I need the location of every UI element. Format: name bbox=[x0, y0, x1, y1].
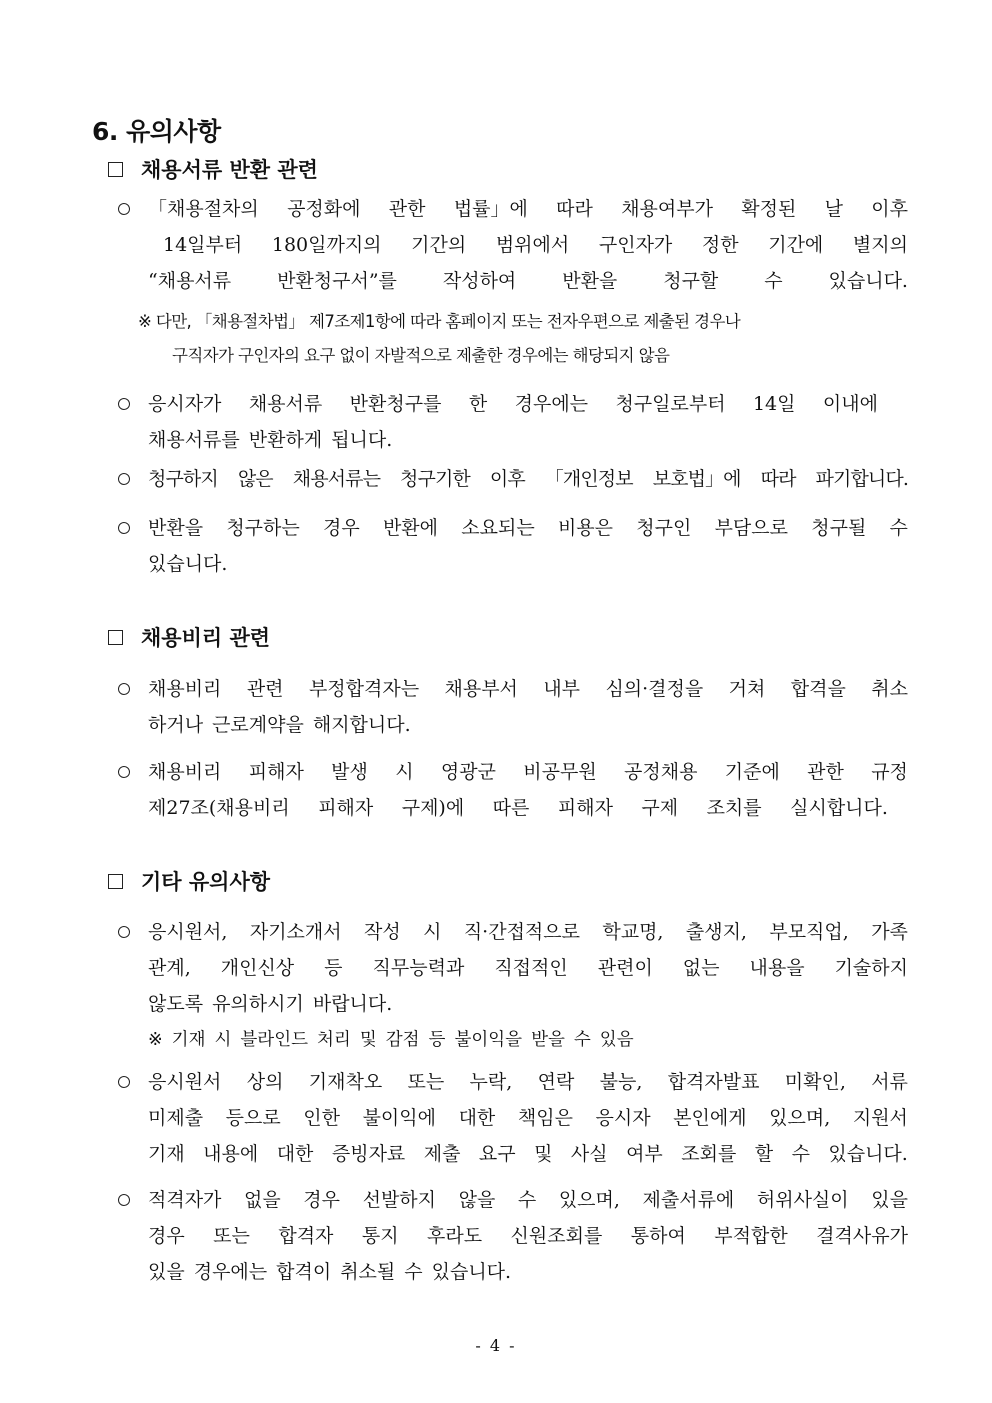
item-line: 미제출 등으로 인한 불이익에 대한 책임은 응시자 본인에게 있으며, 지원서 bbox=[148, 1107, 908, 1129]
item-line: 경우 또는 합격자 통지 후라도 신원조회를 통하여 부적합한 결격사유가 bbox=[148, 1225, 908, 1247]
list-item bbox=[118, 1182, 908, 1290]
item-line: 기재 내용에 대한 증빙자료 제출 요구 및 사실 여부 조회를 할 수 있습니다. bbox=[148, 1143, 908, 1165]
item-line: 반환을 청구하는 경우 반환에 소요되는 비용은 청구인 부담으로 청구될 수 bbox=[118, 510, 908, 546]
subsection-heading-hiring-irregularities bbox=[108, 622, 270, 652]
checkbox-square-icon bbox=[108, 874, 123, 889]
subsection-heading-text: 기타 유의사항 bbox=[141, 869, 271, 894]
item-line: “채용서류 반환청구서”를 작성하여 반환을 청구할 수 있습니다. bbox=[148, 270, 908, 292]
list-item bbox=[118, 461, 908, 497]
item-line: 응시원서 상의 기재착오 또는 누락, 연락 불능, 합격자발표 미확인, 서류 bbox=[118, 1064, 908, 1100]
item-line: 제27조(채용비리 피해자 구제)에 따른 피해자 구제 조치를 실시합니다. bbox=[148, 797, 888, 819]
bullet-circle-icon bbox=[118, 522, 130, 534]
subsection-heading-text: 채용비리 관련 bbox=[141, 625, 271, 650]
list-item bbox=[118, 754, 908, 826]
bullet-circle-icon bbox=[118, 203, 130, 215]
note-line: ※ 다만, 「채용절차법」 제7조제1항에 따라 홈페이지 또는 전자우편으로 제출된 경우나 bbox=[138, 312, 741, 331]
note-line: 구직자가 구인자의 요구 없이 자발적으로 제출한 경우에는 해당되지 않음 bbox=[172, 346, 670, 365]
bullet-circle-icon bbox=[118, 1076, 130, 1088]
checkbox-square-icon bbox=[108, 162, 123, 177]
bullet-circle-icon bbox=[118, 473, 130, 485]
bullet-circle-icon bbox=[118, 398, 130, 410]
bullet-circle-icon bbox=[118, 1194, 130, 1206]
list-item bbox=[118, 510, 908, 582]
item-line: 관계, 개인신상 등 직무능력과 직접적인 관련이 없는 내용을 기술하지 bbox=[148, 957, 908, 979]
section-title: 6. 유의사항 bbox=[92, 117, 221, 146]
item-line: 14일부터 180일까지의 기간의 범위에서 구인자가 정한 기간에 별지의 bbox=[163, 234, 908, 256]
page-number: - 4 - bbox=[475, 1336, 517, 1355]
item-line: 응시원서, 자기소개서 작성 시 직·간접적으로 학교명, 출생지, 부모직업, 가족 bbox=[118, 914, 908, 950]
item-line: ※ 기재 시 블라인드 처리 및 감점 등 불이익을 받을 수 있음 bbox=[148, 1030, 634, 1050]
subsection-heading-document-return bbox=[108, 154, 318, 184]
bullet-circle-icon bbox=[118, 926, 130, 938]
list-item bbox=[118, 914, 908, 1058]
item-line: 채용비리 관련 부정합격자는 채용부서 내부 심의·결정을 거쳐 합격을 취소 bbox=[118, 671, 908, 707]
item-line: 않도록 유의하시기 바랍니다. bbox=[148, 993, 393, 1015]
item-line: 청구하지 않은 채용서류는 청구기한 이후 「개인정보 보호법」에 따라 파기합니다. bbox=[118, 461, 908, 497]
item-line: 응시자가 채용서류 반환청구를 한 경우에는 청구일로부터 14일 이내에 bbox=[118, 386, 878, 422]
note bbox=[138, 305, 908, 373]
bullet-circle-icon bbox=[118, 683, 130, 695]
item-line: 있을 경우에는 합격이 취소될 수 있습니다. bbox=[148, 1261, 512, 1283]
list-item bbox=[118, 1064, 908, 1172]
item-line: 하거나 근로계약을 해지합니다. bbox=[148, 714, 411, 736]
item-line: 있습니다. bbox=[148, 553, 228, 575]
list-item bbox=[118, 386, 908, 458]
item-line: 채용서류를 반환하게 됩니다. bbox=[148, 429, 393, 451]
list-item bbox=[118, 671, 908, 743]
subsection-heading-other-notes bbox=[108, 866, 270, 896]
bullet-circle-icon bbox=[118, 766, 130, 778]
item-line: 「채용절차의 공정화에 관한 법률」에 따라 채용여부가 확정된 날 이후 bbox=[118, 191, 908, 227]
checkbox-square-icon bbox=[108, 630, 123, 645]
item-line: 채용비리 피해자 발생 시 영광군 비공무원 공정채용 기준에 관한 규정 bbox=[118, 754, 908, 790]
subsection-heading-text: 채용서류 반환 관련 bbox=[141, 157, 318, 182]
item-line: 적격자가 없을 경우 선발하지 않을 수 있으며, 제출서류에 허위사실이 있을 bbox=[118, 1182, 908, 1218]
list-item bbox=[118, 191, 908, 299]
